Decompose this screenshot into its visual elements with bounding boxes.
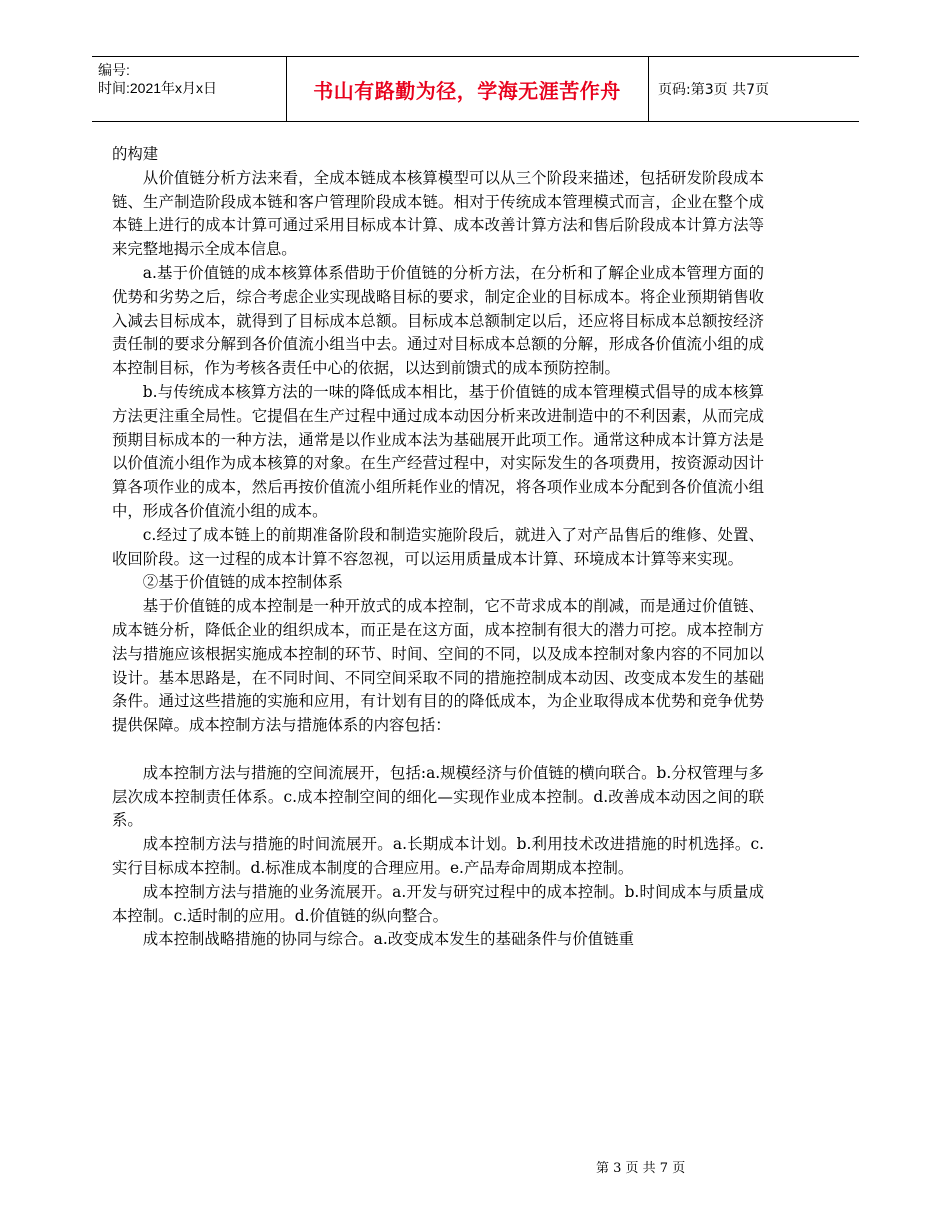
header-page-label: 页码:第3页 共7页 bbox=[658, 82, 769, 98]
paragraph: b.与传统成本核算方法的一味的降低成本相比，基于价值链的成本管理模式倡导的成本核算方法更注重全局性。它提倡在生产过程中通过成本动因分析来改进制造中的不利因素，从而完成预期目标成本的一种方法，通常是以作业成本法为基础展开此项工作。通常这种成本计算方法是以价值流小组作为成本核算的对象。在生产经营过程中，对实际发生的各项费用，按资源动因计算各项作业的成本，然后再按价值流小组所耗作业的情况，将各项作业成本分配到各价值流小组中，形成各价值流小组的成本。 bbox=[112, 382, 764, 520]
paragraph: 基于价值链的成本控制是一种开放式的成本控制，它不苛求成本的削减，而是通过价值链、成本链分析，降低企业的组织成本，而正是在这方面，成本控制有很大的潜力可挖。成本控制方法与措施应该根据实施成本控制的环节、时间、空间的不同，以及成本控制对象内容的不同加以设计。基本思路是，在不同时间、不同空间采取不同的措施控制成本动因、改变成本发生的基础条件。通过这些措施的实施和应用，有计划有目的的降低成本，为企业取得成本优势和竞争优势提供保障。成本控制方法与措施体系的内容包括： bbox=[112, 597, 764, 735]
page-header bbox=[92, 56, 859, 122]
paragraph: 成本控制方法与措施的时间流展开。a.长期成本计划。b.利用技术改进措施的时机选择。c.实行目标成本控制。d.标准成本制度的合理应用。e.产品寿命周期成本控制。 bbox=[112, 835, 764, 877]
header-motto: 书山有路勤为径，学海无涯苦作舟 bbox=[313, 78, 621, 103]
section-heading: ②基于价值链的成本控制体系 bbox=[142, 573, 343, 592]
footer-page-number: 第 3 页 共 7 页 bbox=[596, 1161, 686, 1176]
header-divider-right bbox=[648, 57, 649, 121]
paragraph: 的构建 bbox=[112, 145, 159, 163]
paragraph: 成本控制战略措施的协同与综合。a.改变成本发生的基础条件与价值链重 bbox=[142, 930, 634, 949]
paragraph: 成本控制方法与措施的业务流展开。a.开发与研究过程中的成本控制。b.时间成本与质量成本控制。c.适时制的应用。d.价值链的纵向整合。 bbox=[112, 882, 764, 925]
document-number-label: 编号: bbox=[98, 62, 130, 78]
paragraph: 从价值链分析方法来看，全成本链成本核算模型可以从三个阶段来描述，包括研发阶段成本链、生产制造阶段成本链和客户管理阶段成本链。相对于传统成本管理模式而言，企业在整个成本链上进行的成本计算可通过采用目标成本计算、成本改善计算方法和售后阶段成本计算方法等来完整地揭示全成本信息。 bbox=[112, 168, 764, 259]
paragraph: c.经过了成本链上的前期准备阶段和制造实施阶段后，就进入了对产品售后的维修、处置、收回阶段。这一过程的成本计算不容忽视，可以运用质量成本计算、环境成本计算等来实现。 bbox=[112, 525, 764, 568]
paragraph: a.基于价值链的成本核算体系借助于价值链的分析方法，在分析和了解企业成本管理方面的优势和劣势之后，综合考虑企业实现战略目标的要求，制定企业的目标成本。将企业预期销售收入减去目标成本，就得到了目标成本总额。目标成本总额制定以后，还应将目标成本总额按经济责任制的要求分解到各价值流小组当中去。通过对目标成本总额的分解，形成各价值流小组的成本控制目标，作为考核各责任中心的依据，以达到前馈式的成本预防控制。 bbox=[112, 263, 764, 378]
header-meta bbox=[98, 61, 217, 97]
document-body bbox=[112, 143, 764, 952]
document-time-label: 时间:2021年x月x日 bbox=[98, 80, 218, 96]
paragraph: 成本控制方法与措施的空间流展开，包括:a.规模经济与价值链的横向联合。b.分权管理与多层次成本控制责任体系。c.成本控制空间的细化—实现作业成本控制。d.改善成本动因之间的联系。 bbox=[112, 763, 764, 830]
